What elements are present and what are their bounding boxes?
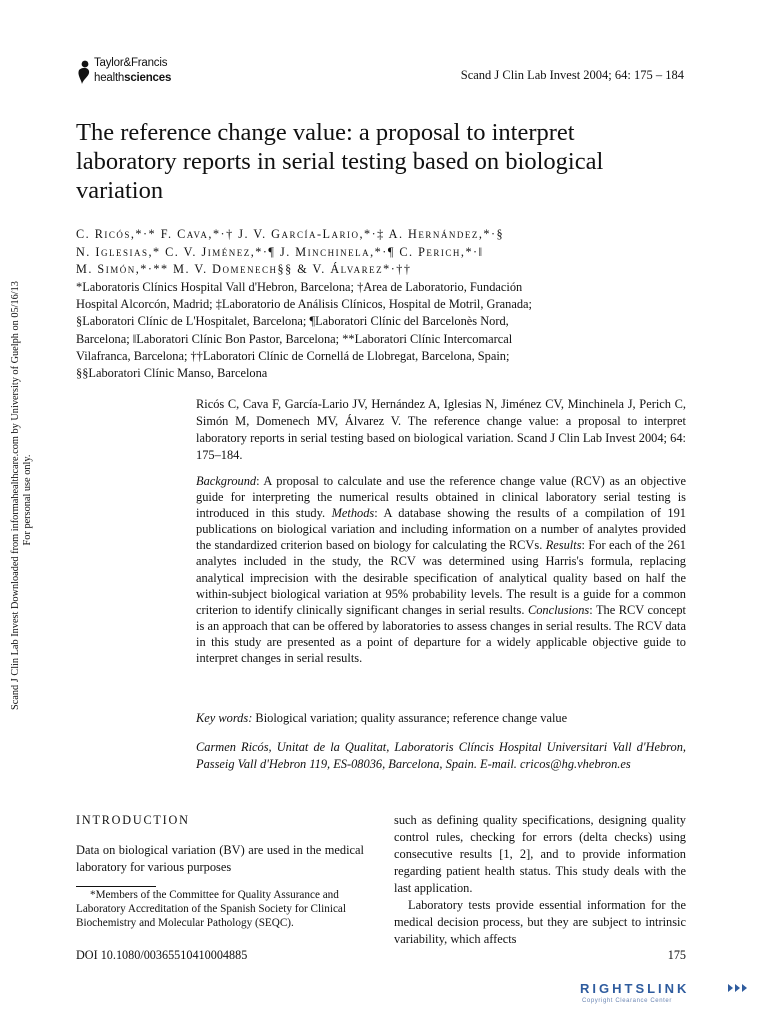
- rightslink-logo: [580, 978, 756, 1008]
- page-number: 175: [667, 948, 686, 962]
- affiliation-line: §Laboratori Clínic de L'Hospitalet, Barcelona; ¶Laboratori Clínic del Barcelonès Nord,: [76, 314, 509, 329]
- results-label: Results: [545, 538, 582, 553]
- methods-text: : A database showing the results of a compilation of 191 publications on biological variation and including information on a number of analytes provided the standardized criterion based on biology for calculating the RCVs.: [196, 506, 687, 553]
- author-line: N. Iglesias,* C. V. Jiménez,*·¶ J. Minchinela,*·¶ C. Perich,*·‖: [76, 244, 484, 259]
- results-text: : For each of the 261 analytes included in the study, the RCV was determined using Harris's formula, replacing analytical imprecision with the desirable specification of analytical quality based on half the within-subject biological variation at 95% probability levels. The result is a guide for a common criterion to identify clinically significant changes in serial results.: [196, 538, 687, 617]
- affiliation-line: *Laboratoris Clínics Hospital Vall d'Hebron, Barcelona; †Area de Laboratorio, Fundación: [76, 280, 523, 294]
- background-text: : A proposal to calculate and use the reference change value (RCV) as an objective guide for interpreting the numerical results obtained in clinical laboratory serial testing is introduced in this study.: [196, 474, 686, 521]
- journal-reference: Scand J Clin Lab Invest 2004; 64: 175 – 184: [460, 68, 684, 82]
- rightslink-name: RIGHTSLINK: [580, 981, 690, 996]
- keywords-label: Key words:: [196, 711, 253, 725]
- affiliation-line: §§Laboratori Clínic Manso, Barcelona: [76, 366, 268, 381]
- publisher-logo: [76, 56, 206, 90]
- affiliation-line: Barcelona; ‖Laboratori Clínic Bon Pastor, Barcelona; **Laboratori Clínic Intercomarcal: [76, 331, 513, 346]
- affiliation-line: Vilafranca, Barcelona; ††Laboratori Clínic de Cornellá de Llobregat, Barcelona, Spain;: [76, 348, 510, 363]
- author-list: [76, 226, 686, 279]
- intro-paragraph: Laboratory tests provide essential information for the medical decision process, but they are subject to intrinsic variability, which affects: [394, 898, 686, 946]
- doi: DOI 10.1080/00365510410004885: [76, 948, 248, 962]
- affiliations: [76, 279, 691, 382]
- intro-paragraph: such as defining quality specifications, designing quality control rules, checking for errors (delta checks) using consecutive results [1, 2], and to provide information regarding patient health status. This study deals with the last application.: [394, 813, 686, 895]
- rightslink-arrows-icon: [726, 983, 748, 993]
- download-stamp-text: Scand J Clin Lab Invest Downloaded from informahealthcare.com by University of Guelph on 05/16/13 For personal use only.: [10, 281, 33, 710]
- conclusions-label: Conclusions: [527, 602, 590, 617]
- section-heading: INTRODUCTION: [76, 813, 190, 827]
- abstract: [196, 473, 686, 666]
- taylor-francis-logo-icon: [76, 58, 92, 86]
- intro-column-2: [394, 812, 686, 948]
- correspondence-address: Carmen Ricós, Unitat de la Qualitat, Laboratoris Clíncis Hospital Universitari Vall d'Hebron, Passeig Vall d'Hebron 119, ES-08036, Barcelona, Spain. E-mail. cricos@hg.vhebron.es: [196, 740, 686, 771]
- keywords-text: Biological variation; quality assurance; reference change value: [252, 711, 568, 725]
- author-line: C. Ricós,*·* F. Cava,*·† J. V. García-Lario,*·‡ A. Hernández,*·§: [76, 227, 505, 241]
- publisher-sub: healthsciences: [94, 72, 172, 84]
- publisher-name: Taylor&Francis: [94, 57, 168, 69]
- footnote: *Members of the Committee for Quality Assurance and Laboratory Accreditation of the Spanish Society for Clinical Biochemistry and Molecular Pathology (SEQC).: [76, 889, 346, 929]
- keywords: [196, 711, 686, 726]
- affiliation-line: Hospital Alcorcón, Madrid; ‡Laboratorio de Análisis Clínicos, Hospital de Motril, Granada;: [76, 297, 532, 312]
- citation-block: Ricós C, Cava F, García-Lario JV, Hernández A, Iglesias N, Jiménez CV, Minchinela J, Perich C, Simón M, Domenech MV, Álvarez V. The reference change value: a proposal to interpret laboratory reports in serial testing based on biological variation. Scand J Clin Lab Invest 2004; 64: 175–184.: [196, 397, 686, 462]
- rightslink-tagline: Copyright Clearance Center: [582, 998, 672, 1004]
- background-label: Background: [196, 474, 257, 488]
- author-line: M. Simón,*·** M. V. Domenech§§ & V. Álvarez*·††: [76, 262, 412, 276]
- methods-label: Methods: [331, 506, 375, 521]
- paper-title: The reference change value: a proposal to interpret laboratory reports in serial testing based on biological variation: [76, 119, 604, 204]
- download-stamp: [10, 281, 40, 710]
- intro-column-1: Data on biological variation (BV) are used in the medical laboratory for various purposes: [76, 843, 364, 874]
- conclusions-text: : The RCV concept is an approach that can be offered by laboratories to assess changes in serial results. The RCV data in this study are presented as a point of departure for a widely applicable objective guide to interpret changes in serial results.: [196, 602, 686, 666]
- footnote-divider: [76, 886, 156, 887]
